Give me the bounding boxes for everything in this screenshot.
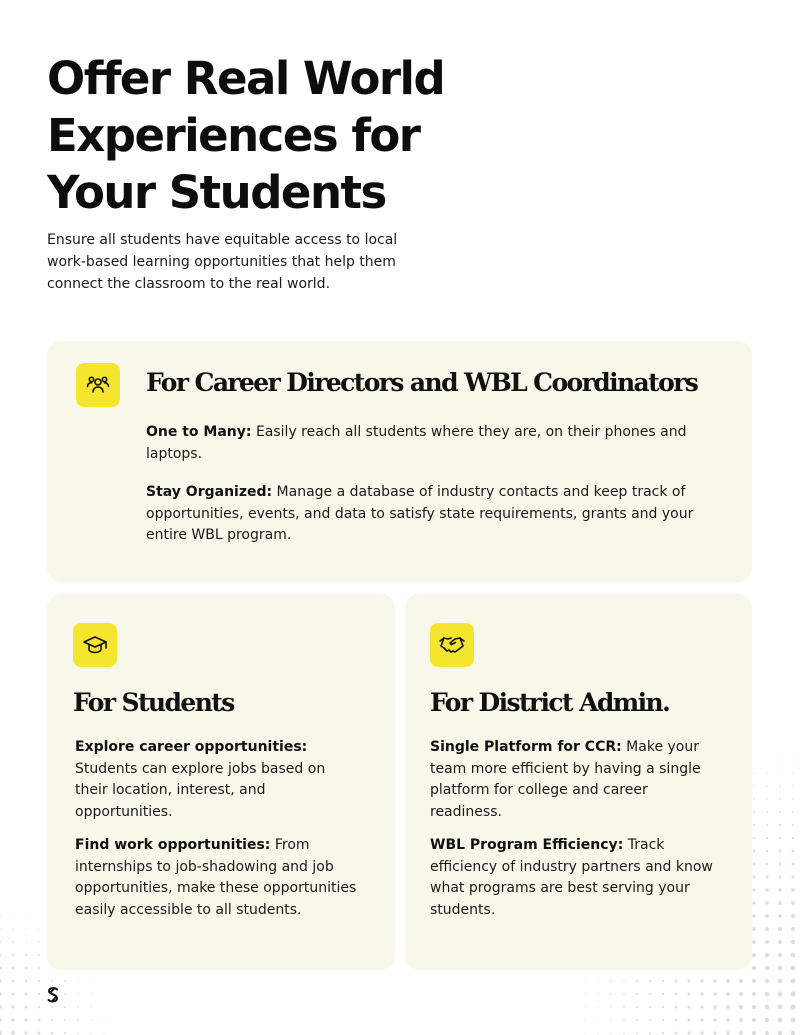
intro-line: connect the classroom to the real world. [47,276,331,292]
feature-text: From internships to job-shadowing and job opportunities, make these opportunities easily accessible to all students. [75,837,357,918]
career-directors-card [47,341,752,582]
feature-item [430,737,715,823]
handshake-icon [430,623,474,667]
feature-item [146,422,726,465]
brand-s-logo-icon [45,986,61,1004]
card-title: For Career Directors and WBL Coordinators [146,368,698,397]
district-admin-card [405,594,752,970]
people-group-icon [76,363,120,407]
feature-text: Make your team more efficient by having a single platform for college and career readiness. [430,739,701,820]
feature-label: Stay Organized: [146,484,273,500]
card-title: For Students [73,688,234,717]
graduation-cap-icon [73,623,117,667]
headline-line: Offer Real World [47,52,445,105]
intro-line: work-based learning opportunities that help them [47,254,396,270]
feature-label: Single Platform for CCR: [430,739,622,755]
feature-text: Track efficiency of industry partners and know what programs are best serving your students. [430,837,713,918]
students-card [47,594,395,970]
headline-line: Your Students [47,166,386,219]
page-headline [47,50,444,221]
headline-line: Experiences for [47,109,420,162]
intro-line: Ensure all students have equitable access to local [47,232,398,248]
feature-label: WBL Program Efficiency: [430,837,624,853]
card-title: For District Admin. [430,688,670,717]
feature-text: Manage a database of industry contacts and keep track of opportunities, events, and data to satisfy state requirements, grants and your entire WBL program. [146,484,694,543]
feature-text: Students can explore jobs based on their location, interest, and opportunities. [75,760,326,820]
feature-item [146,482,731,547]
feature-label: One to Many: [146,424,252,440]
intro-paragraph [47,229,417,295]
feature-text: Easily reach all students where they are, on their phones and laptops. [146,424,687,462]
feature-label: Explore career opportunities: [75,739,308,755]
feature-item [75,737,360,823]
feature-item [430,835,715,921]
feature-item [75,835,365,921]
feature-label: Find work opportunities: [75,837,271,853]
